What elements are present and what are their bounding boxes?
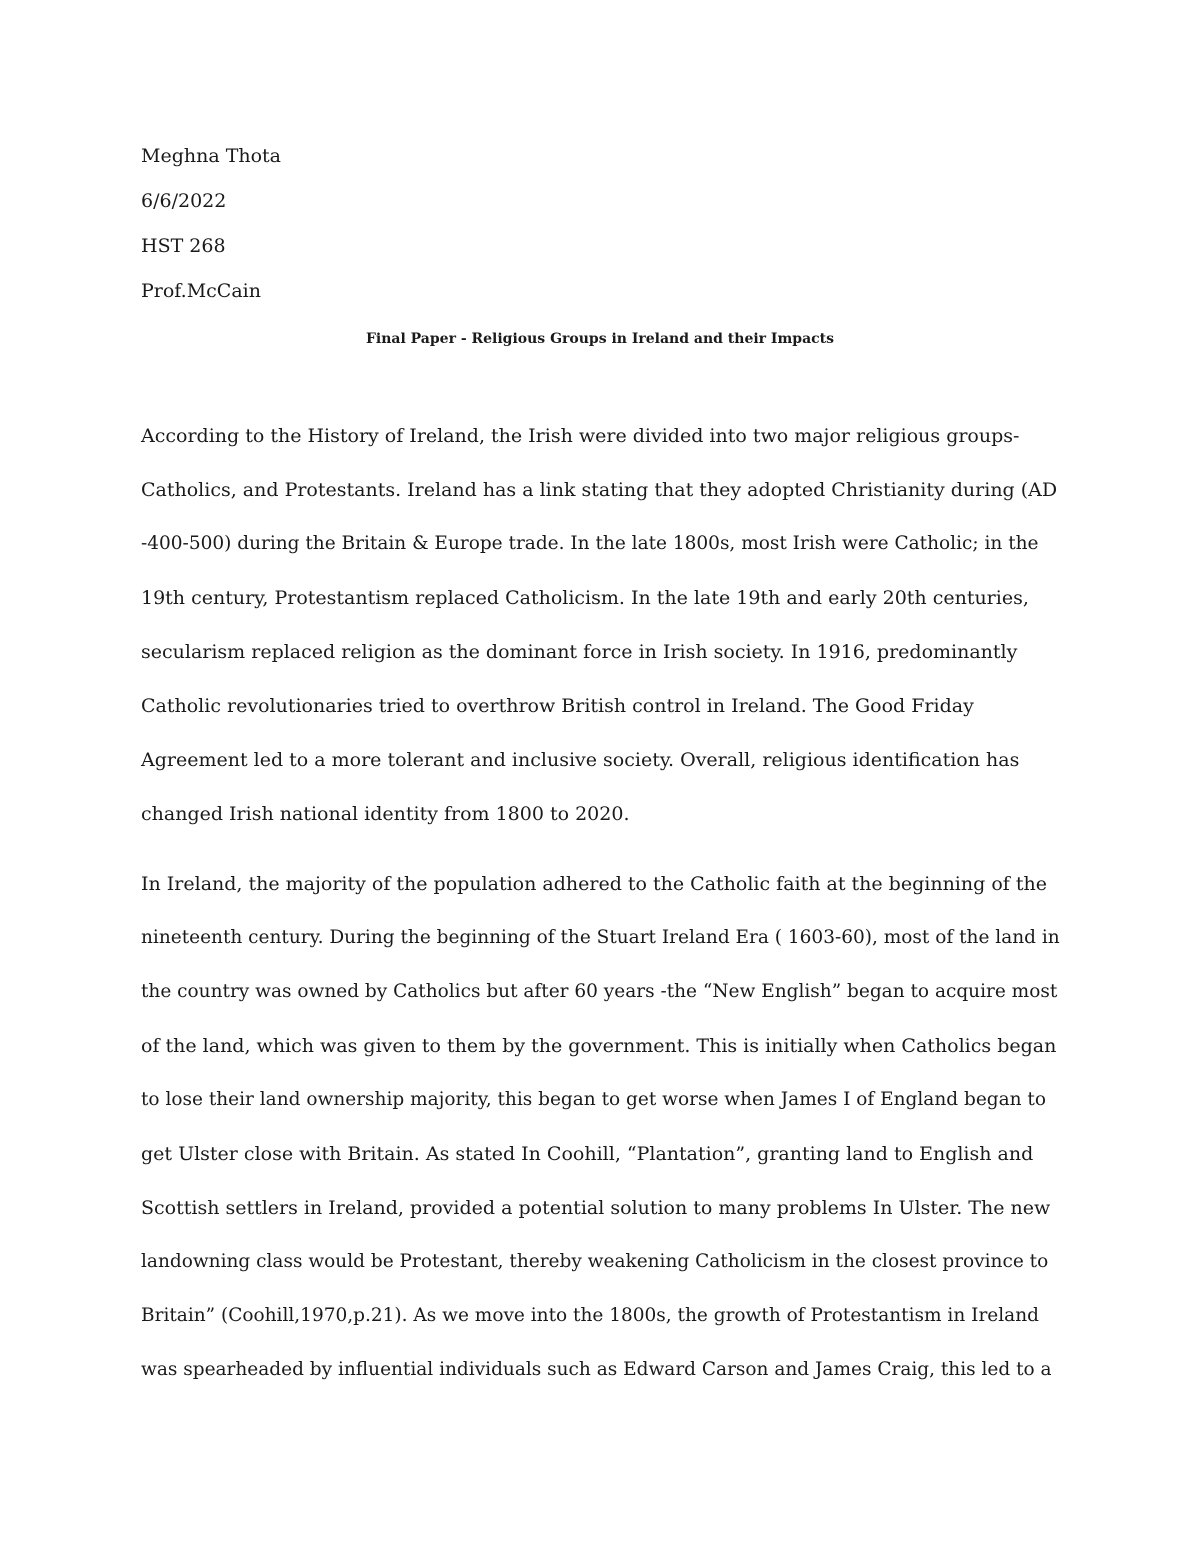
author-name: Meghna Thota — [141, 145, 282, 167]
paragraph-line: Agreement led to a more tolerant and inclusive society. Overall, religious identification has — [141, 749, 1020, 771]
paragraph-line: nineteenth century. During the beginning of the Stuart Ireland Era ( 1603-60), most of the land in — [141, 927, 1060, 948]
paragraph-line: Britain” (Coohill,1970,p.21). As we move into the 1800s, the growth of Protestantism in Ireland — [141, 1305, 1039, 1326]
paragraph-line: According to the History of Ireland, the Irish were divided into two major religious groups- — [141, 425, 1020, 447]
paragraph-line: Catholic revolutionaries tried to overthrow British control in Ireland. The Good Friday — [141, 695, 974, 717]
professor-name: Prof.McCain — [141, 280, 261, 302]
paragraph-line: of the land, which was given to them by the government. This is initially when Catholics began — [141, 1035, 1057, 1057]
paragraph-line: Catholics, and Protestants. Ireland has a link stating that they adopted Christianity during (AD — [141, 479, 1058, 501]
course-code: HST 268 — [141, 235, 226, 257]
paragraph-line: was spearheaded by influential individuals such as Edward Carson and James Craig, this led to a — [141, 1359, 1052, 1380]
paragraph-line: the country was owned by Catholics but after 60 years -the “New English” began to acquire most — [141, 981, 1058, 1002]
paragraph-line: get Ulster close with Britain. As stated In Coohill, “Plantation”, granting land to English and — [141, 1143, 1034, 1165]
paragraph-line: to lose their land ownership majority, this began to get worse when James I of England began to — [141, 1089, 1047, 1110]
paragraph-line: secularism replaced religion as the dominant force in Irish society. In 1916, predominantly — [141, 641, 1018, 663]
paragraph-line: Scottish settlers in Ireland, provided a potential solution to many problems In Ulster. The new — [141, 1197, 1051, 1219]
paper-date: 6/6/2022 — [141, 190, 227, 212]
paragraph-line: 19th century, Protestantism replaced Catholicism. In the late 19th and early 20th centuries, — [141, 587, 1029, 609]
paragraph-line: -400-500) during the Britain & Europe trade. In the late 1800s, most Irish were Catholic; in the — [141, 533, 1039, 554]
paragraph-line: landowning class would be Protestant, thereby weakening Catholicism in the closest province to — [141, 1251, 1049, 1272]
paragraph-line: In Ireland, the majority of the population adhered to the Catholic faith at the beginning of the — [141, 873, 1047, 895]
paper-title: Final Paper - Religious Groups in Ireland and their Impacts — [365, 331, 835, 347]
paragraph-line: changed Irish national identity from 1800 to 2020. — [141, 803, 630, 825]
